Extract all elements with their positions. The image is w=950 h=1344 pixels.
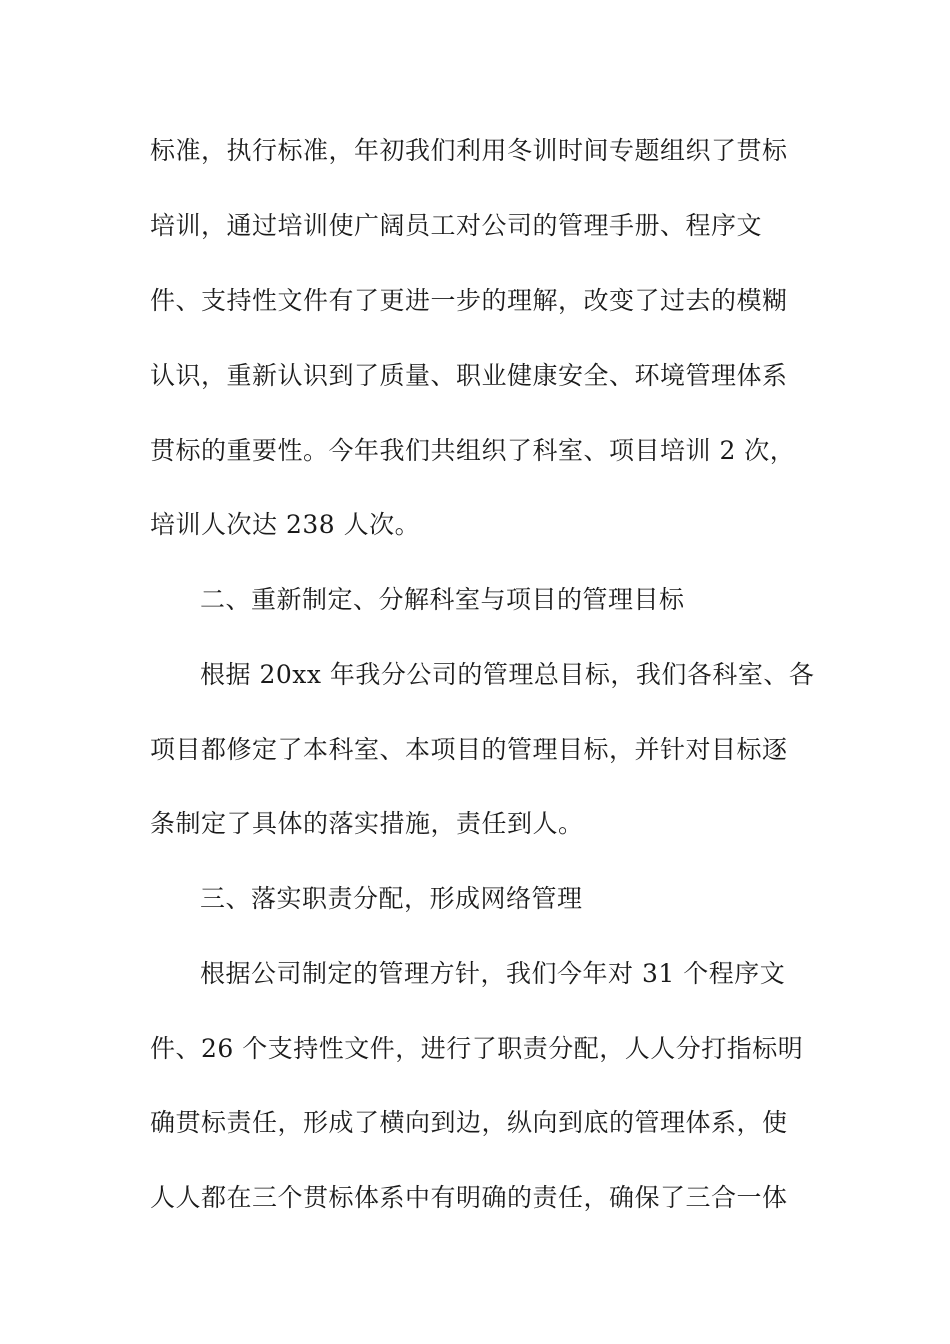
- body-text-line: 培训人次达 238 人次。: [150, 510, 421, 539]
- body-text-line: 条制定了具体的落实措施，责任到人。: [150, 809, 584, 838]
- body-text-line: 项目都修定了本科室、本项目的管理目标，并针对目标逐: [150, 735, 788, 764]
- body-text-line: 人人都在三个贯标体系中有明确的责任，确保了三合一体: [150, 1183, 788, 1212]
- section-heading-3: 三、落实职责分配，形成网络管理: [200, 884, 583, 913]
- body-text-line: 认识，重新认识到了质量、职业健康安全、环境管理体系: [150, 361, 788, 390]
- body-text-line: 件、26 个支持性文件，进行了职责分配，人人分打指标明: [150, 1034, 804, 1063]
- body-text-line: 件、支持性文件有了更进一步的理解，改变了过去的模糊: [150, 286, 788, 315]
- body-text-line: 培训，通过培训使广阔员工对公司的管理手册、程序文: [150, 211, 763, 240]
- body-text-line: 确贯标责任，形成了横向到边，纵向到底的管理体系，使: [150, 1108, 788, 1137]
- body-text-line: 根据 20xx 年我分公司的管理总目标，我们各科室、各: [200, 660, 815, 689]
- section-heading-2: 二、重新制定、分解科室与项目的管理目标: [200, 585, 685, 614]
- body-text-line: 贯标的重要性。今年我们共组织了科室、项目培训 2 次，: [150, 436, 796, 465]
- body-text-line: 根据公司制定的管理方针，我们今年对 31 个程序文: [200, 959, 786, 988]
- body-text-line: 标准，执行标准，年初我们利用冬训时间专题组织了贯标: [150, 136, 788, 165]
